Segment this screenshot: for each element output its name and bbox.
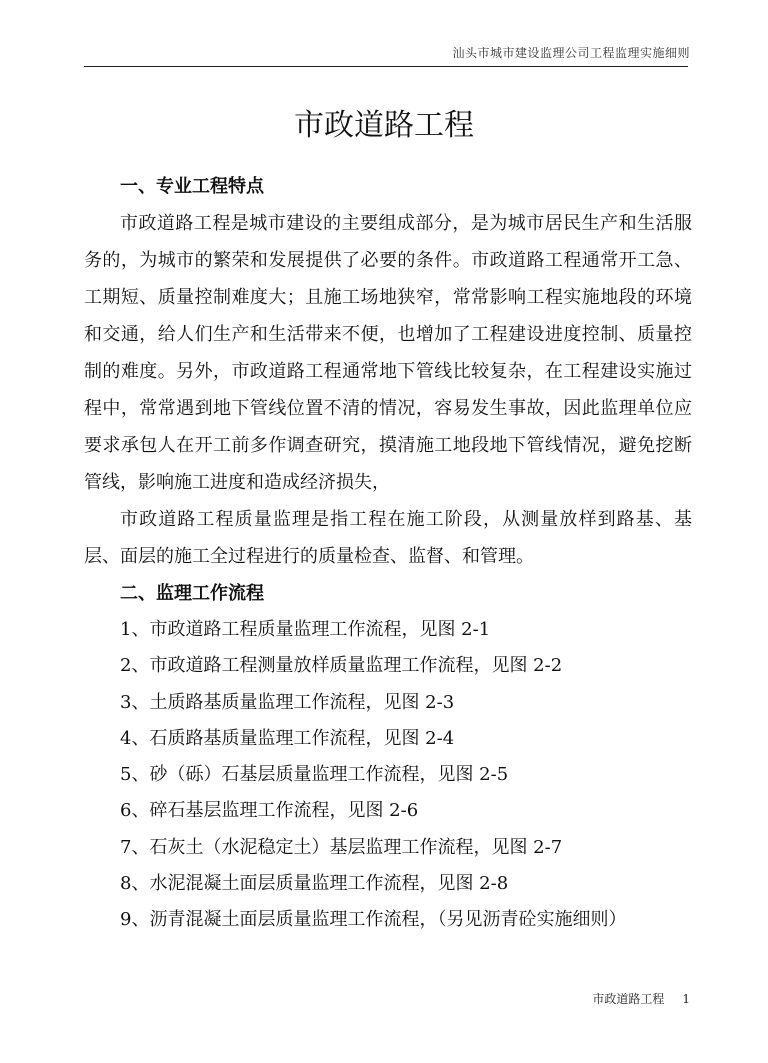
workflow-list-item: 8、水泥混凝土面层质量监理工作流程，见图 2-8: [120, 873, 509, 895]
header-divider: [84, 66, 688, 67]
workflow-list-item: 3、土质路基质量监理工作流程，见图 2-3: [120, 691, 455, 713]
paragraph-features-1: 市政道路工程是城市建设的主要组成部分，是为城市居民生产和生活服务的，为城市的繁荣和发展提供了必要的条件。市政道路工程通常开工急、工期短、质量控制难度大；且施工场地狭窄，常常影响工程实施地段的环境和交通，给人们生产和生活带来不便，也增加了工程建设进度控制、质量控制的难度。另外，市政道路工程通常地下管线比较复杂，在工程建设实施过程中，常常遇到地下管线位置不清的情况，容易发生事故，因此监理单位应要求承包人在开工前多作调查研究，摸清施工地段地下管线情况，避免挖断管线，影响施工进度和造成经济损失，: [84, 213, 692, 493]
paragraph-features-2: 市政道路工程质量监理是指工程在施工阶段，从测量放样到路基、基层、面层的施工全过程进行的质量检查、监督、和管理。: [84, 509, 692, 567]
workflow-list-item: 7、石灰土（水泥稳定土）基层监理工作流程，见图 2-7: [120, 836, 563, 858]
workflow-list-item: 1、市政道路工程质量监理工作流程，见图 2-1: [120, 619, 491, 640]
section-heading-workflow: 二、监理工作流程: [120, 583, 264, 604]
running-header: 汕头市城市建设监理公司工程监理实施细则: [452, 46, 690, 60]
workflow-list-item: 4、石质路基质量监理工作流程，见图 2-4: [120, 727, 455, 749]
page-number: 1: [682, 992, 690, 1006]
workflow-list-item: 2、市政道路工程测量放样质量监理工作流程，见图 2-2: [120, 655, 563, 677]
workflow-list-item: 9、沥青混凝土面层质量监理工作流程，（另见沥青砼实施细则）: [120, 909, 627, 931]
footer-label: 市政道路工程: [592, 992, 665, 1006]
workflow-list-item: 5、砂（砾）石基层质量监理工作流程，见图 2-5: [120, 764, 509, 786]
document-body: [84, 168, 692, 939]
workflow-list-item: 6、碎石基层监理工作流程，见图 2-6: [120, 800, 419, 822]
page-footer: [592, 990, 690, 1007]
section-heading-features: 一、专业工程特点: [120, 176, 264, 197]
page-title: 市政道路工程: [294, 108, 474, 143]
